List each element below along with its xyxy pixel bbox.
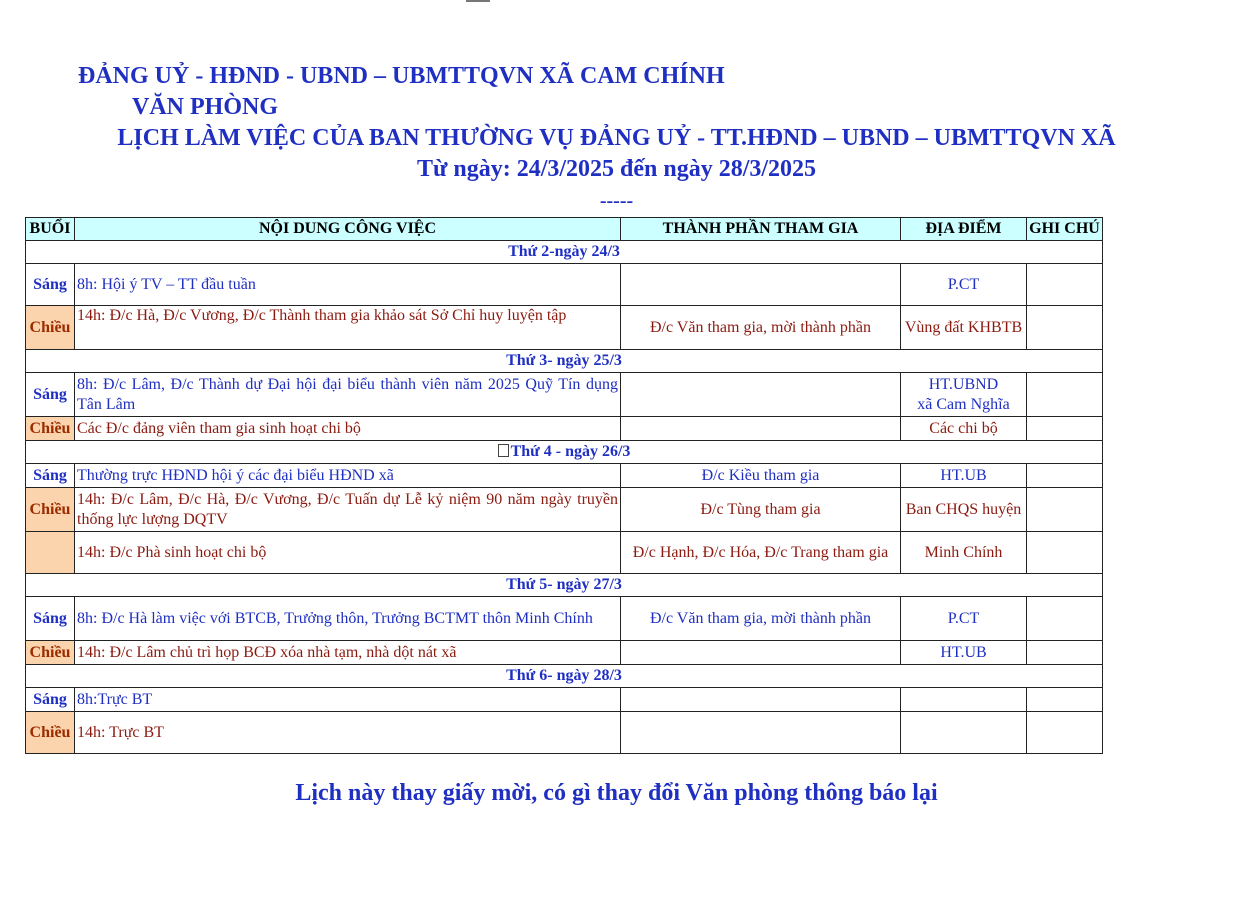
location-line: xã Cam Nghĩa [917,395,1010,413]
session-cell: Sáng [26,264,75,306]
day-header-row [26,441,1103,464]
location-line: HT.UBND [928,375,999,393]
col-header-note: GHI CHÚ [1027,218,1103,241]
table-row [26,712,1103,754]
session-cell: Sáng [26,688,75,712]
session-cell: Chiều [26,306,75,350]
location-cell: P.CT [901,597,1027,641]
col-header-participants: THÀNH PHẦN THAM GIA [621,218,901,241]
session-cell: Chiều [26,488,75,532]
note-cell [1027,688,1103,712]
note-cell [1027,373,1103,417]
table-row [26,306,1103,350]
note-cell [1027,641,1103,665]
participants-cell [621,373,901,417]
table-row [26,597,1103,641]
participants-cell [621,264,901,306]
day-label: Thứ 5- ngày 27/3 [26,574,1103,597]
organization-name: ĐẢNG UỶ - HĐND - UBND – UBMTTQVN XÃ CAM CHÍNH [78,63,725,89]
note-cell [1027,597,1103,641]
participants-cell: Đ/c Văn tham gia, mời thành phần [621,597,901,641]
participants-cell: Đ/c Văn tham gia, mời thành phần [621,306,901,350]
note-cell [1027,264,1103,306]
day-label: Thứ 4 - ngày 26/3 [510,443,631,460]
schedule-title: LỊCH LÀM VIỆC CỦA BAN THƯỜNG VỤ ĐẢNG UỶ - TT.HĐND – UBND – UBMTTQVN XÃ [117,125,1116,151]
content-cell: 14h: Đ/c Hà, Đ/c Vương, Đ/c Thành tham gia khảo sát Sở Chỉ huy luyện tập [75,306,621,350]
location-cell: Minh Chính [901,532,1027,574]
session-cell: Chiều [26,417,75,441]
content-cell: 14h: Đ/c Lâm, Đ/c Hà, Đ/c Vương, Đ/c Tuấn dự Lễ kỷ niệm 90 năm ngày truyền thống lực lượng DQTV [75,488,621,532]
participants-cell: Đ/c Tùng tham gia [621,488,901,532]
top-edge-mark [466,0,490,2]
session-cell: Sáng [26,464,75,488]
table-row [26,641,1103,665]
location-cell [901,373,1027,417]
location-cell [901,688,1027,712]
note-cell [1027,464,1103,488]
day-header-row [26,350,1103,373]
content-cell: 8h:Trực BT [75,688,621,712]
schedule-table [25,217,1103,754]
note-cell [1027,712,1103,754]
col-header-session: BUỔI [26,218,75,241]
table-row [26,373,1103,417]
table-row [26,464,1103,488]
table-row [26,264,1103,306]
location-cell [901,712,1027,754]
location-cell: HT.UB [901,464,1027,488]
location-cell: Ban CHQS huyện [901,488,1027,532]
day-header-row [26,241,1103,264]
content-cell: 14h: Trực BT [75,712,621,754]
content-cell: Các Đ/c đảng viên tham gia sinh hoạt chi bộ [75,417,621,441]
session-cell: Chiều [26,641,75,665]
table-row [26,488,1103,532]
location-cell: Vùng đất KHBTB [901,306,1027,350]
table-row [26,688,1103,712]
day-label: Thứ 2-ngày 24/3 [26,241,1103,264]
content-cell: 8h: Đ/c Lâm, Đ/c Thành dự Đại hội đại biểu thành viên năm 2025 Quỹ Tín dụng Tân Lâm [75,373,621,417]
day-label: Thứ 3- ngày 25/3 [26,350,1103,373]
location-cell: HT.UB [901,641,1027,665]
participants-cell: Đ/c Kiều tham gia [621,464,901,488]
session-cell: Sáng [26,597,75,641]
session-cell: Sáng [26,373,75,417]
note-cell [1027,306,1103,350]
footer-note: Lịch này thay giấy mời, có gì thay đổi Văn phòng thông báo lại [295,780,938,806]
day-header-row [26,665,1103,688]
location-cell: Các chi bộ [901,417,1027,441]
col-header-content: NỘI DUNG CÔNG VIỆC [75,218,621,241]
date-range: Từ ngày: 24/3/2025 đến ngày 28/3/2025 [416,156,817,182]
session-cell: Chiều [26,712,75,754]
note-cell [1027,532,1103,574]
title-separator: ----- [599,190,634,212]
participants-cell [621,688,901,712]
content-cell: 14h: Đ/c Phà sinh hoạt chi bộ [75,532,621,574]
participants-cell: Đ/c Hạnh, Đ/c Hóa, Đ/c Trang tham gia [621,532,901,574]
missing-glyph-icon [498,444,509,457]
table-header-row [26,218,1103,241]
participants-cell [621,641,901,665]
content-cell: 8h: Hội ý TV – TT đầu tuần [75,264,621,306]
location-cell: P.CT [901,264,1027,306]
content-cell: 8h: Đ/c Hà làm việc với BTCB, Trưởng thôn, Trưởng BCTMT thôn Minh Chính [75,597,621,641]
col-header-location: ĐỊA ĐIỂM [901,218,1027,241]
office-name: VĂN PHÒNG [132,94,278,120]
session-cell [26,532,75,574]
day-label-cell [26,441,1103,464]
note-cell [1027,488,1103,532]
participants-cell [621,712,901,754]
day-label: Thứ 6- ngày 28/3 [26,665,1103,688]
table-row [26,532,1103,574]
day-header-row [26,574,1103,597]
participants-cell [621,417,901,441]
note-cell [1027,417,1103,441]
content-cell: Thường trực HĐND hội ý các đại biểu HĐND xã [75,464,621,488]
table-row [26,417,1103,441]
content-cell: 14h: Đ/c Lâm chủ trì họp BCĐ xóa nhà tạm, nhà dột nát xã [75,641,621,665]
